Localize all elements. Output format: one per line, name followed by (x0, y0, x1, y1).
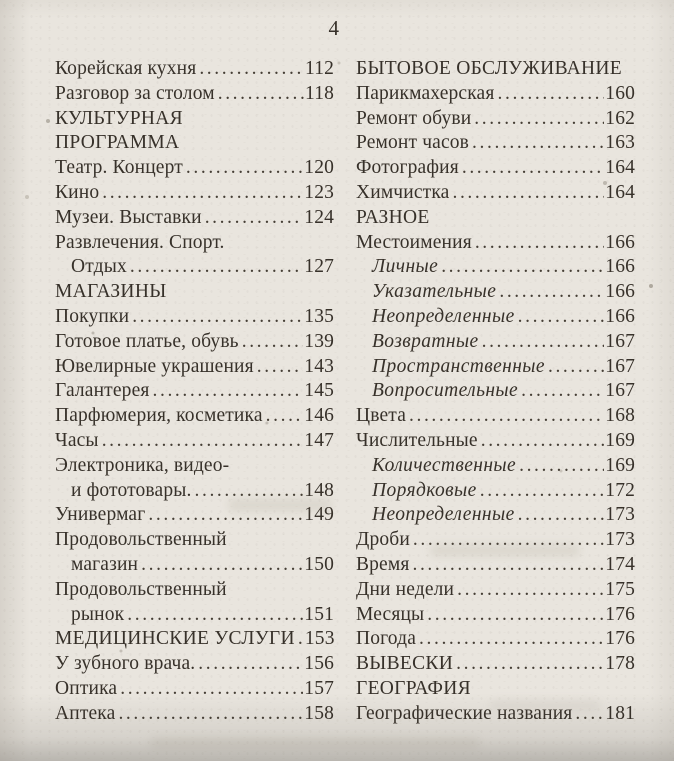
toc-entry-page: 112 (305, 58, 334, 79)
toc-entry-row (356, 479, 635, 504)
toc-entry-page: 173 (605, 529, 635, 551)
dot-leader (127, 603, 303, 628)
toc-entry-page: 162 (605, 107, 635, 129)
toc-entry-row (356, 181, 635, 206)
toc-entry-row (356, 156, 635, 181)
toc-entry-row (356, 578, 635, 603)
toc-entry-page: 174 (605, 553, 635, 575)
toc-section-label: МЕДИЦИНСКИЕ УСЛУГИ (55, 628, 295, 650)
toc-entry-label: и фототовары. (71, 479, 192, 501)
toc-entry-page: 148 (304, 479, 334, 501)
toc-entry-row (55, 379, 334, 404)
toc-entry-label: Разговор за столом (55, 82, 215, 104)
dot-leader (186, 156, 303, 181)
toc-entry-row (55, 553, 334, 578)
toc-section-label: ГЕОГРАФИЯ (356, 677, 471, 699)
toc-section-row (356, 206, 635, 231)
toc-section-label: РАЗНОЕ (356, 206, 430, 228)
toc-entry-label: Музеи. Выставки (55, 206, 202, 228)
toc-entry-page: 175 (605, 578, 635, 600)
toc-entry-row (356, 503, 635, 528)
dot-leader (441, 255, 604, 280)
dot-leader (218, 82, 304, 107)
toc-entry-label: Пространственные (372, 355, 545, 377)
toc-entry-row (356, 379, 635, 404)
dot-leader (141, 553, 303, 578)
toc-entry-label: Корейская кухня (55, 58, 197, 79)
toc-entry-row (55, 156, 334, 181)
toc-section-label: БЫТОВОЕ ОБСЛУЖИВАНИЕ (356, 58, 623, 79)
toc-entry-row (55, 305, 334, 330)
toc-entry-label: Покупки (55, 305, 130, 327)
dot-leader (266, 404, 304, 429)
toc-entry-row (55, 82, 334, 107)
dot-leader (257, 355, 304, 380)
toc-entry-label: Продовольственный (55, 578, 227, 600)
toc-entry-label: Количественные (372, 454, 517, 476)
dot-leader (475, 231, 604, 256)
toc-entry-page: 176 (605, 603, 635, 625)
dot-leader (474, 107, 604, 132)
bleedthrough-mark (228, 498, 332, 512)
toc-entry-label: Дроби (356, 529, 410, 551)
dot-leader (427, 603, 604, 628)
toc-entry-row (356, 231, 635, 256)
toc-entry-row (55, 528, 334, 553)
toc-entry-page: 167 (605, 380, 635, 402)
toc-section-row (55, 131, 334, 156)
dot-leader (481, 429, 605, 454)
toc-entry-label: Ремонт обуви (356, 107, 472, 129)
dot-leader (499, 280, 604, 305)
toc-entry-row (356, 355, 635, 380)
toc-entry-page: 147 (304, 429, 334, 451)
toc-entry-row (356, 82, 635, 107)
toc-entry-row (55, 57, 334, 82)
toc-entry-label: Числительные (356, 429, 478, 451)
toc-entry-row (55, 603, 334, 628)
bleedthrough-mark (430, 544, 580, 557)
toc-entry-row (55, 578, 334, 603)
toc-entry-row (356, 404, 635, 429)
toc-entry-label: Вопросительные (372, 380, 519, 402)
toc-entry-row (356, 255, 635, 280)
dot-leader (130, 255, 303, 280)
toc-entry-row (356, 330, 635, 355)
toc-entry-label: Погода (356, 628, 417, 650)
toc-entry-row (356, 280, 635, 305)
dot-leader (198, 652, 303, 677)
toc-entry-row (55, 404, 334, 429)
toc-entry-row (356, 627, 635, 652)
dot-leader (498, 82, 605, 107)
toc-section-row (55, 107, 334, 132)
toc-entry-page: 120 (304, 157, 334, 179)
toc-entry-label: Личные (372, 256, 439, 278)
toc-entry-page: 124 (304, 206, 334, 228)
toc-entry-label: Местоимения (356, 231, 472, 253)
dot-leader (456, 652, 604, 677)
toc-entry-row (356, 454, 635, 479)
toc-entry-page: 169 (605, 429, 635, 451)
toc-entry-page: 139 (304, 330, 334, 352)
toc-entry-page: 150 (304, 553, 334, 575)
toc-entry-label: Парфюмерия, косметика (55, 405, 263, 427)
toc-entry-label: Готовое платье, обувь (55, 330, 239, 352)
toc-entry-label: Продовольственный (55, 529, 227, 551)
toc-section-row (356, 57, 635, 82)
toc-entry-row (55, 181, 334, 206)
toc-entry-row (55, 454, 334, 479)
toc-entry-row (55, 255, 334, 280)
dot-leader (102, 181, 303, 206)
toc-entry-label: Географические названия (356, 702, 573, 724)
toc-entry-row (356, 429, 635, 454)
dot-leader (205, 206, 304, 231)
page-number: 4 (328, 16, 340, 40)
toc-entry-label: Указательные (372, 281, 497, 303)
bleedthrough-mark (490, 700, 600, 711)
toc-entry-label: рынок (71, 603, 125, 625)
toc-entry-row (55, 677, 334, 702)
toc-entry-label: Неопределенные (372, 305, 515, 327)
toc-entry-row (356, 305, 635, 330)
dot-leader (153, 379, 304, 404)
toc-entry-label: Возвратные (372, 330, 479, 352)
toc-entry-page: 149 (304, 504, 334, 526)
dot-leader (480, 479, 605, 504)
toc-entry-page: 157 (304, 677, 334, 699)
dot-leader (199, 57, 304, 82)
dot-leader (548, 355, 604, 380)
toc-entry-row (356, 131, 635, 156)
toc-entry-page: 163 (605, 132, 635, 154)
toc-entry-label: Отдых (71, 256, 127, 278)
toc-entry-row (356, 603, 635, 628)
dot-leader (457, 578, 604, 603)
toc-entry-page: 167 (605, 330, 635, 352)
toc-entry-page: 168 (605, 405, 635, 427)
dot-leader (132, 305, 303, 330)
toc-entry-label: Оптика (55, 677, 118, 699)
toc-entry-page: 166 (605, 256, 635, 278)
toc-section-label: ПРОГРАММА (55, 132, 180, 154)
toc-section-label: МАГАЗИНЫ (55, 281, 167, 303)
dot-leader (472, 131, 604, 156)
toc-entry-page: 127 (304, 256, 334, 278)
dot-leader (518, 503, 605, 528)
toc-entry-label: Театр. Концерт (55, 157, 183, 179)
toc-entry-row (55, 702, 334, 727)
toc-entry-page: 166 (605, 231, 635, 253)
toc-entry-label: Фотография (356, 157, 459, 179)
toc-entry-label: Кино (55, 181, 100, 203)
dot-leader (298, 627, 304, 652)
toc-entry-label: Часы (55, 429, 99, 451)
toc-entry-label: Ремонт часов (356, 132, 470, 154)
toc-entry-page: 156 (304, 653, 334, 675)
toc-section-row (55, 280, 334, 305)
toc-entry-page: 166 (605, 305, 635, 327)
toc-entry-page: 181 (605, 702, 635, 724)
dot-leader (409, 404, 604, 429)
dot-leader (521, 379, 604, 404)
toc-entry-page: 169 (605, 454, 635, 476)
toc-entry-page: 158 (304, 702, 334, 724)
toc-section-row (356, 652, 635, 677)
dot-leader (242, 330, 304, 355)
toc-entry-label: Аптека (55, 702, 116, 724)
toc-entry-page: 123 (304, 181, 334, 203)
scan-speckles (0, 0, 2, 2)
toc-entry-page: 143 (304, 355, 334, 377)
toc-section-row (55, 627, 334, 652)
toc-entry-label: Универмаг (55, 504, 146, 526)
toc-entry-label: Цвета (356, 405, 406, 427)
toc-entry-page: 153 (304, 628, 335, 650)
toc-entry-row (55, 231, 334, 256)
toc-entry-page: 146 (304, 405, 334, 427)
toc-entry-page: 160 (605, 82, 635, 104)
toc-entry-row (55, 429, 334, 454)
dot-leader (519, 454, 604, 479)
toc-entry-page: 164 (605, 181, 635, 203)
toc-entry-label: У зубного врача. (55, 653, 196, 675)
toc-entry-page: 172 (605, 479, 635, 501)
toc-entry-label: Время (356, 553, 410, 575)
bleedthrough-mark (150, 737, 480, 749)
dot-leader (518, 305, 605, 330)
toc-entry-row (55, 652, 334, 677)
toc-entry-page: 145 (304, 380, 334, 402)
toc-entry-label: Химчистка (356, 181, 450, 203)
toc-entry-page: 166 (605, 281, 635, 303)
toc-entry-page: 135 (304, 305, 334, 327)
dot-leader (102, 429, 304, 454)
dot-leader (419, 627, 604, 652)
toc-entry-row (55, 206, 334, 231)
dot-leader (452, 181, 604, 206)
toc-entry-page: 164 (605, 157, 635, 179)
toc-entry-label: Неопределенные (372, 504, 515, 526)
toc-entry-label: магазин (71, 553, 139, 575)
toc-section-label: КУЛЬТУРНАЯ (55, 107, 183, 129)
toc-entry-label: Дни недели (356, 578, 455, 600)
toc-entry-page: 118 (305, 82, 334, 104)
dot-leader (482, 330, 605, 355)
toc-entry-page: 178 (605, 653, 635, 675)
toc-column-right (356, 57, 635, 727)
dot-leader (118, 702, 303, 727)
toc-entry-page: 176 (605, 628, 635, 650)
toc-column-left (55, 57, 334, 727)
toc-entry-page: 167 (605, 355, 635, 377)
toc-entry-label: Парикмахерская (356, 82, 495, 104)
toc-columns (55, 57, 634, 727)
dot-leader (120, 677, 303, 702)
toc-entry-label: Порядковые (372, 479, 477, 501)
toc-section-row (356, 677, 635, 702)
toc-section-label: ВЫВЕСКИ (356, 653, 454, 675)
toc-entry-label: Развлечения. Спорт. (55, 231, 225, 253)
toc-entry-page: 173 (605, 504, 635, 526)
toc-entry-row (356, 107, 635, 132)
toc-entry-label: Ювелирные украшения (55, 355, 254, 377)
toc-entry-label: Месяцы (356, 603, 425, 625)
toc-entry-row (55, 330, 334, 355)
toc-entry-label: Галантерея (55, 380, 150, 402)
toc-entry-page: 151 (304, 603, 334, 625)
dot-leader (462, 156, 604, 181)
toc-entry-row (55, 355, 334, 380)
toc-entry-label: Электроника, видео- (55, 454, 230, 476)
